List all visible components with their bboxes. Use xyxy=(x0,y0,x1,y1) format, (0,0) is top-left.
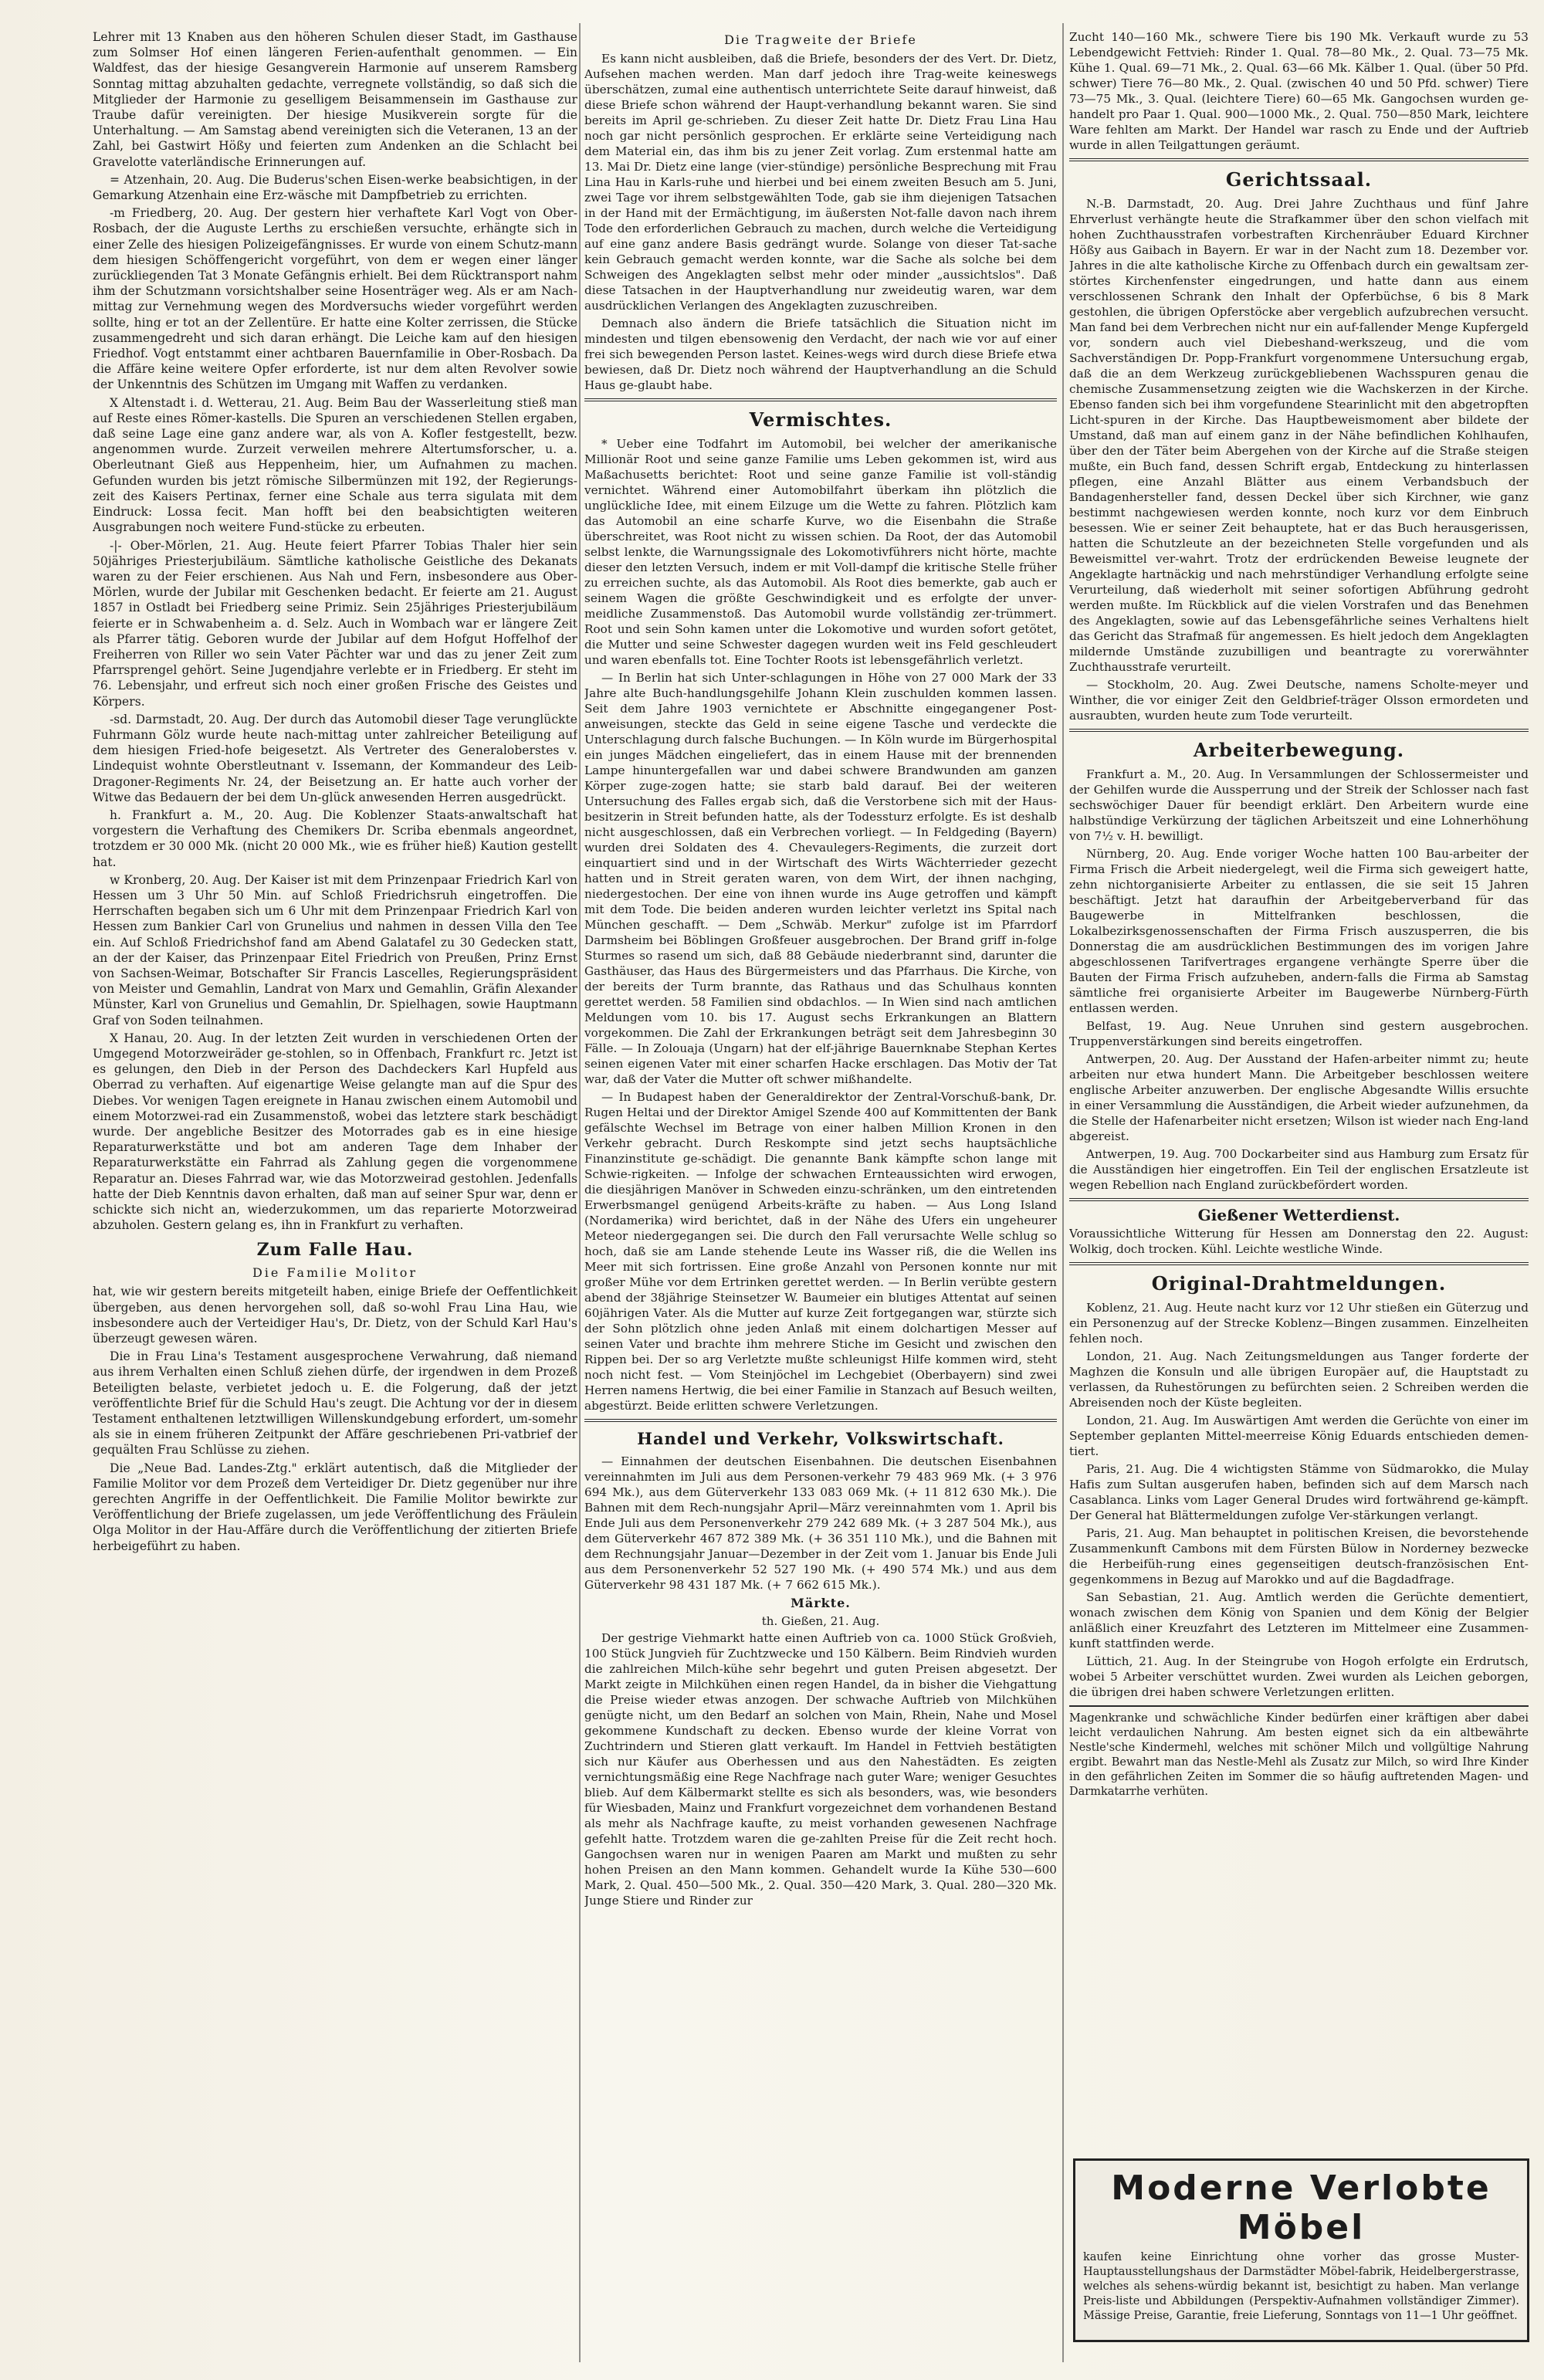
section-divider xyxy=(1069,729,1529,732)
section-heading-handel: Handel und Verkehr, Volkswirtschaft. xyxy=(637,1429,1004,1448)
article-paragraph: Nürnberg, 20. Aug. Ende voriger Woche hatten 100 Bau-arbeiter der Firma Frisch die Arbeit niedergelegt, weil die Firma sich geweigert hatte, zehn nichtorganisierte Arbeiter zu entlassen, die sie seit 15 Jahren beschäftigt. Jetzt hat daraufhin der Arbeitgeberverband für das Baugewerbe in Mittelfranken beschlossen, die Lokalbezirksgenossenschaften der Firma Frisch auszusperren, die bis Donnerstag die am ausdrücklichen Bestimmungen des im vorigen Jahre abgeschlossenen Tarifvertrages ergangene verhängte Sperre über die Bauten der Firma Frisch aufzuheben, andern-falls die Firma ab Samstag sämtliche frei organisierte Arbeiter im Baugewerbe Nürnberg-Fürth entlassen werden. xyxy=(1069,847,1529,1015)
notice-text: Magenkranke und schwächliche Kinder bedürfen einer kräftigen aber dabei leicht verdaulichen Nahrung. Am besten eignet sich da ein altbewährte Nestle'sche Kindermehl, welches mit schöner Milch und vollgültige Nahrung ergibt. Bewahrt man das Nestle-Mehl als Zusatz zur Milch, so wird Ihre Kinder in den gefährlichen Zeiten im Sommer die so häufig auftretenden Magen- und Darmkatarrhe verhüten. xyxy=(1069,1712,1529,1798)
section-heading-gerichtssaal: Gerichtssaal. xyxy=(1225,168,1373,191)
article-paragraph: N.-B. Darmstadt, 20. Aug. Drei Jahre Zuchthaus und fünf Jahre Ehrverlust verhängte heute die Strafkammer über den schon vielfach mit hohen Zuchthausstrafen vorbestraften Kirchenräuber Eduard Kirchner Hößy aus Gaibach in Bayern. Er war in der Nacht zum 18. Dezember vor. Jahres in die alte katholische Kirche zu Offenbach durch ein gewaltsam zer-störtes Kirchenfenster eingedrungen, und hatte dann aus einem verschlossenen Schrank den Inhalt der Opferbüchse, 6 bis 8 Mark gestohlen, die übrigen Opferstöcke aber vergeblich aufzubrechen versucht. Man fand bei dem Verbrechen nicht nur ein auf-fallender Menge Kupfergeld vor, sondern auch viel Diebeshand-werkszeug, und die vom Sachverständigen Dr. Popp-Frankfurt vorgenommene Untersuchung ergab, daß die an dem Werkzeug zurückgebliebenen Wachsspuren genau die chemische Zusammensetzung zeigten wie die Wachskerzen in der Kirche. Ebenso fanden sich bei ihm vorgefundene Stearinlicht mit den abgetropften Licht-spuren in der Kirche. Das Hauptbeweismoment aber bildete der Umstand, daß man auf einem ganz in der Nähe befindlichen Kohlhaufen, über den der Täter beim Abergehen von der Kirche auf die Straße steigen mußte, ein Buch fand, dessen Schrift ergab, Entdeckung zu hinterlassen pflegen, eine Anzahl Blätter aus einem Verbandsbuch der Bandagenhersteller fand, dessen Deckel über sich Kirchner, wie ganz bestimmt nachgewiesen werden konnte, noch kurz vor dem Einbruch besessen. Wie er seiner Zeit behauptete, hat er das Buch herausgerissen, hatten die Schutzleute an der bezeichneten Stelle vorgefunden und als Beweismittel ver-wahrt. Trotz der erdrückenden Beweise leugnete der Angeklagte hartnäckig und nach mehrstündiger Verhandlung erfolgte seine Verurteilung, daß wiederholt mit seiner sofortigen Abführung gedroht werden mußte. Im Rückblick auf die vielen Vorstrafen und das Benehmen des Angeklagten, sowie auf das Lebensgefährliche seines Verhaltens hielt das Gericht das Strafmaß für angemessen. Es hielt jedoch dem Angeklagten mildernde Umstände zuzubilligen und beantragte zu vorerwähnter Zuchthausstrafe verurteilt. xyxy=(1069,197,1529,674)
article-paragraph: = Atzenhain, 20. Aug. Die Buderus'schen Eisen-werke beabsichtigen, in der Gemarkung Atzenhain eine Erz-wäsche mit Dampfbetrieb zu errichten. xyxy=(93,172,577,203)
article-paragraph: Antwerpen, 20. Aug. Der Ausstand der Hafen-arbeiter nimmt zu; heute arbeiten nur etwa hundert Mann. Die Arbeitgeber beschlossen weitere englische Arbeiter anzuwerben. Der englische Abgesandte Willis ersuchte in einer Versammlung die Ausständigen, die Arbeit wieder aufzunehmen, da die Stelle der Hafenarbeiter nicht ersetzen; Wilson ist wieder nach Eng-land abgereist. xyxy=(1069,1052,1529,1143)
column-rule xyxy=(579,23,581,2362)
section-divider xyxy=(584,1419,1057,1422)
weather-heading: Gießener Wetterdienst. xyxy=(1197,1206,1400,1224)
dateline: th. Gießen, 21. Aug. xyxy=(761,1614,880,1628)
column-left xyxy=(93,29,577,2338)
section-subheading: Die Familie Molitor xyxy=(252,1265,418,1281)
article-paragraph: Es kann nicht ausbleiben, daß die Briefe, besonders der des Vert. Dr. Dietz, Aufsehen machen werden. Man darf jedoch ihre Trag-weite keineswegs überschätzen, zumal eine authentisch unterrichtete Seite darauf hinweist, daß diese Briefe schon während der Haupt-verhandlung bekannt waren. Sie sind bereits im April ge-schrieben. Zu dieser Zeit hatte Dr. Dietz Frau Lina Hau noch gar nicht persönlich gesprochen. Er erklärte seine Verteidigung nach dem Material ein, das ihm bis zu jener Zeit vorlag. Zum erstenmal hatte am 13. Mai Dr. Dietz eine lange (vier-stündige) persönliche Besprechung mit Frau Lina Hau in Karls-ruhe und hierbei und bei einem zweiten Besuch am 5. Juni, zwei Tage vor ihrem selbstgewählten Tode, gab sie ihm diejenigen Tatsachen in der Hand mit der Ermächtigung, im äußersten Not-falle davon nach ihrem Tode den erforderlichen Gebrauch zu machen, durch welche die Verteidigung auf eine ganz andere Basis gedrängt wurde. Solange von dieser Tat-sache kein Gebrauch gemacht werden konnte, war die Sache als solche bei dem Schweigen des Angeklagten selbst mehr oder minder „aussichtslos". Daß diese Tatsachen in der Hauptverhandlung nur zweideutig waren, war dem ausdrücklichen Verlangen des Angeklagten zuzuschreiben. xyxy=(584,52,1057,313)
advertisement-body: kaufen keine Einrichtung ohne vorher das grosse Muster-Hauptausstellungshaus der Darmstädter Möbel-fabrik, Heidelbergerstrasse, welches als sehens-würdig bekannt ist, besichtigt zu haben. Man verlange Preis-liste und Abbildungen (Perspektiv-Aufnahmen vollständiger Zimmer). Mässige Preise, Garantie, freie Lieferung, Sonntags von 11—1 Uhr geöffnet. xyxy=(1083,2251,1519,2322)
article-paragraph: w Kronberg, 20. Aug. Der Kaiser ist mit dem Prinzenpaar Friedrich Karl von Hessen um 3 Uhr 50 Min. auf Schloß Friedrichsruh eingetroffen. Die Herrschaften begaben sich um 6 Uhr mit dem Prinzenpaar Friedrich Karl von Hessen zum Bankier Carl von Grunelius und nahmen in dessen Villa den Tee ein. Auf Schloß Friedrichshof fand am Abend Galatafel zu 30 Gedecken statt, an der der Kaiser, das Prinzenpaar Eitel Friedrich von Preußen, Prinz Ernst von Sachsen-Weimar, Botschafter Sir Francis Lascelles, Regierungspräsident von Meister und Gemahlin, Landrat von Marx und Gemahlin, Gräfin Alexander Münster, Karl von Grunelius und Gemahlin, Dr. Spielhagen, sowie Hauptmann Graf von Soden teilnahmen. xyxy=(93,872,577,1027)
column-middle xyxy=(584,29,1057,2345)
article-paragraph: -|- Ober-Mörlen, 21. Aug. Heute feiert Pfarrer Tobias Thaler hier sein 50jähriges Priesterjubiläum. Sämtliche katholische Geistliche des Dekanats waren zu der Feier erschienen. Aus Nah und Fern, insbesondere aus Ober-Mörlen, wurde der Jubilar mit Geschenken bedacht. Er feierte am 21. August 1857 in Ostladt bei Friedberg seine Primiz. Sein 25jähriges Priesterjubiläum feierte er in Schwabenheim a. d. Selz. Auch in Wombach war er längere Zeit als Pfarrer tätig. Geboren wurde der Jubilar auf dem Hofgut Hoffelhof der Freiherren von Riller wo sein Vater Pächter war und das zu jener Zeit zum Pfarrsprengel gehört. Seine Jugendjahre verlebte er in Friedberg. Er steht im 76. Lebensjahr, und erfreut sich noch einer großen Frische des Geistes und Körpers. xyxy=(93,538,577,709)
article-paragraph: London, 21. Aug. Im Auswärtigen Amt werden die Gerüchte von einer im September geplanten Mittel-meerreise König Eduards entschieden demen-tiert. xyxy=(1069,1413,1529,1458)
article-paragraph: Demnach also ändern die Briefe tatsächlich die Situation nicht im mindesten und tilgen ebensowenig den Verdacht, der nach wie vor auf einer frei sich bewegenden Person lastet. Keines-wegs wird durch diese Briefe etwa bewiesen, daß Dr. Dietz noch während der Hauptverhandlung an die Schuld Haus ge-glaubt habe. xyxy=(584,317,1057,392)
article-paragraph: — Stockholm, 20. Aug. Zwei Deutsche, namens Scholte-meyer und Winther, die vor einiger Zeit den Geldbrief-träger Olsson ermordeten und ausraubten, wurden heute zum Tode verurteilt. xyxy=(1069,678,1529,723)
section-divider xyxy=(1069,1705,1529,1707)
weather-forecast: Voraussichtliche Witterung für Hessen am Donnerstag den 22. August: Wolkig, doch trocken. Kühl. Leichte westliche Winde. xyxy=(1069,1227,1529,1256)
article-paragraph: h. Frankfurt a. M., 20. Aug. Die Koblenzer Staats-anwaltschaft hat vorgestern die Verhaftung des Chemikers Dr. Scriba ebenmals angeordnet, trotzdem er 30 000 Mk. (nicht 20 000 Mk., wie es früher hieß) Kaution gestellt hat. xyxy=(93,807,577,869)
article-paragraph: San Sebastian, 21. Aug. Amtlich werden die Gerüchte dementiert, wonach zwischen dem König von Spanien und dem König der Belgier anläßlich einer Kreuzfahrt des Letzteren im Mittelmeer eine Zusammen-kunft stattfinden werde. xyxy=(1069,1590,1529,1650)
section-heading-vermischtes: Vermischtes. xyxy=(749,408,892,431)
article-paragraph: — In Berlin hat sich Unter-schlagungen in Höhe von 27 000 Mark der 33 Jahre alte Buch-handlungsgehilfe Johann Klein zuschulden kommen lassen. Seit dem Jahre 1903 vernichtete er Abschnitte eingegangener Post-anweisungen, steckte das Geld in seine eigene Tasche und verdeckte die Unterschlagung durch falsche Buchungen. — In Köln wurde im Bürgerhospital ein junges Mädchen eingeliefert, das in einem Hause mit der brennenden Lampe hinuntergefallen war und dabei schwere Brandwunden am ganzen Körper zuge-zogen hatte; sie starb bald darauf. Bei der weiteren Untersuchung des Falles ergab sich, daß die Verstorbene sich mit der Haus-besitzerin in Streit befunden hatte, als der Todessturz erfolgte. Es ist deshalb nicht ausgeschlossen, daß ein Verbrechen vorliegt. — In Feldgeding (Bayern) wurden drei Soldaten des 4. Chevaulegers-Regiments, die zurzeit dort einquartiert sind und in der Wirtschaft des Wirts Wächterrieder gezecht hatten und in Streit geraten waren, von dem Wirt, der ihnen nachging, niedergestochen. Der eine von ihnen wurde ins Auge getroffen und kämpft mit dem Tode. Die beiden anderen wurden leichter verletzt ins Spital nach München geschafft. — Dem „Schwäb. Merkur" zufolge ist im Pfarrdorf Darmsheim bei Böblingen Großfeuer ausgebrochen. Der Brand griff in-folge Sturmes so rasend um sich, daß 88 Gebäude niederbrannt sind, darunter die Gasthäuser, das Haus des Bürgermeisters und das Pfarrhaus. Die Kirche, von der bereits der Turm brannte, das Rathaus und das Schulhaus konnten gerettet werden. 58 Familien sind obdachlos. — In Wien sind nach amtlichen Meldungen vom 10. bis 17. August sechs Erkrankungen an Blattern vorgekommen. Die Zahl der Erkrankungen beträgt seit dem Jahresbeginn 30 Fälle. — In Zolouaja (Ungarn) hat der elf-jährige Bauernknabe Stephan Kertes seinen eigenen Vater mit einer scharfen Hacke erschlagen. Das Motiv der Tat war, daß der Vater die Mutter oft schwer mißhandelte. xyxy=(584,671,1057,1086)
article-paragraph: Paris, 21. Aug. Die 4 wichtigsten Stämme von Südmarokko, die Mulay Hafis zum Sultan ausgerufen haben, befinden sich auf dem Marsch nach Casablanca. Links vom Lager General Drudes wird fortwährend ge-kämpft. Der General hat Blättermeldungen zufolge Ver-stärkungen verlangt. xyxy=(1069,1462,1529,1522)
article-paragraph: X Altenstadt i. d. Wetterau, 21. Aug. Beim Bau der Wasserleitung stieß man auf Reste eines Römer-kastells. Die Spuren an verschiedenen Stellen ergaben, daß seine Lage eine ganz andere war, als von A. Kofler festgestellt, bezw. angenommen wurde. Zurzeit verweilen mehrere Altertumsforscher, u. a. Oberleutnant Gieß aus Heppenheim, hier, um Aufnahmen zu machen. Gefunden wurden bis jetzt römische Silbermünzen mit 192, der Regierungs-zeit des Kaisers Pertinax, ferner eine Schale aus terra sigulata mit dem Eindruck: Lossa fecit. Man hofft bei den beabsichtigten weiteren Ausgrabungen noch weitere Fund-stücke zu erbeuten. xyxy=(93,395,577,535)
article-paragraph: -sd. Darmstadt, 20. Aug. Der durch das Automobil dieser Tage verunglückte Fuhrmann Gölz wurde heute nach-mittag unter zahlreicher Beteiligung auf dem hiesigen Fried-hofe beigesetzt. Als Vertreter des Generaloberstes v. Lindequist wohnte Oberstleutnant v. Issemann, der Kommandeur des Leib-Dragoner-Regiments Nr. 24, der Beisetzung an. Er hatte auch vorher der Witwe das Bedauern der bei dem Un-glück anwesenden Herren ausgedrückt. xyxy=(93,712,577,804)
article-paragraph: * Ueber eine Todfahrt im Automobil, bei welcher der amerikanische Millionär Root und seine ganze Familie ums Leben gekommen ist, wird aus Maßachusetts berichtet: Root und seine ganze Familie ist voll-ständig vernichtet. Während einer Automobilfahrt überkam ihn plötzlich die unglückliche Idee, mit einem Eilzuge um die Wette zu fahren. Plötzlich kam das Automobil an eine scharfe Kurve, wo die Eisenbahn die Straße überschreitet, was Root nicht zu wissen schien. Da Root, der das Automobil selbst lenkte, die Warnungssignale des Lokomotivführers nicht hörte, machte dieser den letzten Versuch, indem er mit Voll-dampf die kritische Stelle früher zu erreichen suchte, als das Automobil. Als Root dies bemerkte, gab auch er seinem Wagen die größte Geschwindigkeit und es erfolgte der unver-meidliche Zusammenstoß. Das Automobil wurde vollständig zer-trümmert. Root und sein Sohn kamen unter die Lokomotive und wurden sofort getötet, die Mutter und seine Schwester dagegen wurden weit ins Feld geschleudert und waren ebenfalls tot. Eine Tochter Roots ist lebensgefährlich verletzt. xyxy=(584,437,1057,667)
article-paragraph: Lüttich, 21. Aug. In der Steingrube von Hogoh erfolgte ein Erdrutsch, wobei 5 Arbeiter verschüttet wurden. Zwei wurden als Leichen geborgen, die übrigen drei haben schwere Verletzungen erlitten. xyxy=(1069,1654,1529,1699)
section-heading-drahtmeldungen: Original-Drahtmeldungen. xyxy=(1151,1272,1447,1295)
section-subheading: Märkte. xyxy=(791,1596,851,1610)
article-paragraph: — Einnahmen der deutschen Eisenbahnen. Die deutschen Eisenbahnen vereinnahmten im Juli aus dem Personen-verkehr 79 483 969 Mk. (+ 3 976 694 Mk.), aus dem Güterverkehr 133 083 069 Mk. (+ 11 812 630 Mk.). Die Bahnen mit dem Rech-nungsjahr April—März vereinnahmten vom 1. April bis Ende Juli aus dem Personenverkehr 279 242 689 Mk. (+ 3 287 504 Mk.), aus dem Güterverkehr 467 872 389 Mk. (+ 36 351 110 Mk.), und die Bahnen mit dem Rechnungsjahr Januar—Dezember in der Zeit vom 1. Januar bis Ende Juli aus dem Personenverkehr 52 527 190 Mk. (+ 490 574 Mk.) und aus dem Güterverkehr 98 431 187 Mk. (+ 7 662 615 Mk.). xyxy=(584,1454,1057,1592)
section-heading-hau: Zum Falle Hau. xyxy=(256,1240,414,1261)
article-paragraph: hat, wie wir gestern bereits mitgeteilt haben, einige Briefe der Oeffentlichkeit übergeben, aus denen hervorgehen soll, daß so-wohl Frau Lina Hau, wie insbesondere auch der Verteidiger Hau's, Dr. Dietz, von der Schuld Karl Hau's überzeugt gewesen wären. xyxy=(93,1285,577,1346)
section-divider xyxy=(584,398,1057,401)
article-paragraph: Lehrer mit 13 Knaben aus den höheren Schulen dieser Stadt, im Gasthause zum Solmser Hof einen längeren Ferien-aufenthalt genommen. — Ein Waldfest, das der hiesige Gesangverein Harmonie auf unserem Ramsberg Sonntag mittag abzuhalten gedachte, verregnete vollständig, so daß sich die Mitglieder der Harmonie zu geselligem Beisammensein im Gasthause zur Traube dafür vereinigten. Der hiesige Musikverein sorgte für die Unterhaltung. — Am Samstag abend vereinigten sich die Veteranen, 13 an der Zahl, bei Gastwirt Hößy und feierten zum Andenken an die Schlacht bei Gravelotte vaterländische Erinnerungen auf. xyxy=(93,30,577,169)
article-paragraph: X Hanau, 20. Aug. In der letzten Zeit wurden in verschiedenen Orten der Umgegend Motorzweiräder ge-stohlen, so in Offenbach, Frankfurt rc. Jetzt ist es gelungen, den Dieb in der Person des Dachdeckers Karl Hupfeld aus Oberrad zu verhaften. Auf eigenartige Weise gelangte man auf die Spur des Diebes. Vor wenigen Tagen ereignete in Hanau zwischen einem Automobil und einem Motorzwei-rad ein Zusammenstoß, wobei das letztere stark beschädigt wurde. Der angebliche Besitzer des Motorrades gab es in eine hiesige Reparaturwerkstätte und bot am anderen Tage dem Inhaber der Reparaturwerkstätte ein Fahrrad als Zahlung gegen die vorgenommene Reparatur an. Dieses Fahrrad war, wie das Motorzweirad gestohlen. Jedenfalls hatte der Dieb Kenntnis davon erhalten, daß man auf seiner Spur war, denn er schickte sich nicht an, wiederzukommen, um das reparierte Motorzweirad abzuholen. Gestern gelang es, ihn in Frankfurt zu verhaften. xyxy=(93,1031,577,1233)
column-rule xyxy=(1062,23,1064,2362)
article-paragraph: Der gestrige Viehmarkt hatte einen Auftrieb von ca. 1000 Stück Großvieh, 100 Stück Jungvieh für Zuchtzwecke und 150 Kälbern. Beim Rindvieh wurden die zahlreichen Milch-kühe sehr begehrt und guten Preisen abgesetzt. Der Markt zeigte in Milchkühen einen regen Handel, da in bisher die Viehgattung die Preise wieder etwas anzogen. Der schwache Auftrieb von Milchkühen genügte nicht, um den Bedarf an solchen von Main, Rhein, Nahe und Mosel gekommene Kundschaft zu decken. Ebenso wurde der kleine Vorrat von Zuchtrindern und Stieren glatt verkauft. Im Handel in Fettvieh bestätigten sich nur Käufer aus Oberhessen und aus den Nahestädten. Es zeigten vernichtungsmäßig eine Rege Nachfrage nach guter Ware; weniger Gesuchtes blieb. Auf dem Kälbermarkt stellte es sich als besonders, was, wie besonders für Wiesbaden, Mainz und Frankfurt vorgezeichnet dem vorhandenen Bestand als mehr als Nachfrage kaufte, zu meist vorhanden gewesenen Nachfrage gefehlt hatte. Trotzdem waren die ge-zahlten Preise für die Zeit recht hoch. Gangochsen waren nur in wenigen Paaren am Markt und mußten zu sehr hohen Preisen an den Mann kommen. Gehandelt wurde Ia Kühe 530—600 Mark, 2. Qual. 450—500 Mk., 2. Qual. 350—420 Mark, 3. Qual. 280—320 Mk. Junge Stiere und Rinder zur xyxy=(584,1631,1057,1908)
article-paragraph: London, 21. Aug. Nach Zeitungsmeldungen aus Tanger forderte der Maghzen die Konsuln und alle übrigen Europäer auf, die Hauptstadt zu verlassen, da Ruhestörungen zu befürchten seien. 2 Schreiben werden die Abreisenden noch der Küste begleiten. xyxy=(1069,1349,1529,1410)
article-paragraph: Die in Frau Lina's Testament ausgesprochene Verwahrung, daß niemand aus ihrem Verhalten einen Schluß ziehen dürfe, der irgendwen in dem Prozeß Beteiligten belaste, verbietet jedoch u. E. die Folgerung, daß der jetzt veröffentlichte Brief für die Schuld Hau's zeugt. Die Achtung vor der in diesem Testament enthaltenen letztwilligen Willenskundgebung erfordert, um-somehr als sie in einem früheren Zeitpunkt der Affäre geschriebenen Pri-vatbrief der gequälten Frau Schlüsse zu ziehen. xyxy=(93,1349,577,1457)
article-paragraph: Die „Neue Bad. Landes-Ztg." erklärt autentisch, daß die Mitglieder der Familie Molitor vor dem Prozeß dem Verteidiger Dr. Dietz gegenüber nur ihre gerechten Angriffe in der Oeffentlichkeit. Die Familie Molitor bewirkte zur Veröffentlichung der Briefe zugelassen, um jede Veröffentlichung des Fräulein Olga Molitor in der Hau-Affäre durch die Veröffentlichung der zitierten Briefe herbeigeführt zu haben. xyxy=(93,1461,577,1553)
section-divider xyxy=(1069,1262,1529,1265)
advertisement-box xyxy=(1073,2158,1529,2342)
article-paragraph: Koblenz, 21. Aug. Heute nacht kurz vor 12 Uhr stießen ein Güterzug und ein Personenzug auf der Strecke Koblenz—Bingen zusammen. Einzelheiten fehlen noch. xyxy=(1069,1301,1529,1346)
article-paragraph: — In Budapest haben der Generaldirektor der Zentral-Vorschuß-bank, Dr. Rugen Heltai und der Direktor Amigel Szende 400 auf Kommittenten der Bank gefälschte Wechsel im Betrage von einer halben Million Kronen in den Verkehr gebracht. Durch Reskompte sind jetzt sechs hauptsächliche Finanzinstitute ge-schädigt. Die genannte Bank kämpfte schon lange mit Schwie-rigkeiten. — Infolge der schwachen Ernteaussichten wird erwogen, die diesjährigen Manöver in Schweden einzu-schränken, um den eintretenden Erwerbsmangel genügend Arbeits-kräfte zu haben. — Aus Long Island (Nordamerika) wird berichtet, daß in der Nähe des Ufers ein ungeheurer Meteor niedergegangen sei. Die durch den Fall verursachte Welle schlug so hoch, daß sie am Lande stehende Leute ins Wasser riß, die die Wellen ins Meer mit sich fortrissen. Eine große Anzahl von Personen konnte nur mit großer Mühe vor dem Ertrinken gerettet werden. — In Berlin verübte gestern abend der 38jährige Steinsetzer W. Baumeier ein blutiges Attentat auf seinen 60jährigen Vater. Als die Mutter auf kurze Zeit fortgegangen war, stürzte sich der Sohn plötzlich ohne jeden Anlaß mit einem dolchartigen Messer auf seinen Vater und brachte ihm mehrere Stiche im Gesicht und zwischen den Rippen bei. Der so arg Verletzte mußte schleunigst Hilfe kommen wird, steht noch nicht fest. — Vom Steinjöchel im Lechgebiet (Oberbayern) sind zwei Herren namens Hertwig, die bei einer Familie in Stanzach auf Besuch weilten, abgestürzt. Beide erlitten schwere Verletzungen. xyxy=(584,1090,1057,1413)
advertisement-title: Moderne Verlobte Möbel xyxy=(1111,2168,1492,2247)
article-paragraph: Frankfurt a. M., 20. Aug. In Versammlungen der Schlossermeister und der Gehilfen wurde die Aussperrung und der Streik der Schlosser nach fast sechswöchiger Dauer für beendigt erklärt. Den Arbeitern wurde eine halbstündige Verkürzung der täglichen Arbeitszeit und eine Lohnerhöhung von 7½ v. H. bewilligt. xyxy=(1069,767,1529,843)
article-paragraph: -m Friedberg, 20. Aug. Der gestern hier verhaftete Karl Vogt von Ober-Rosbach, der die Auguste Lerths zu erschießen versuchte, erhängte sich in einer Zelle des hiesigen Polizeigefängnisses. Er wurde von einem Schutz-mann dem hiesigen Schöffengericht vorgeführt, von dem er wegen einer länger zurückliegenden Tat 3 Monate Gefängnis erhielt. Bei dem Rücktransport nahm ihm der Schutzmann vorsichtshalber seine Hosenträger weg. Als er am Nach-mittag zur Vernehmung wegen des Mordversuchs wieder vorgeführt werden sollte, hing er tot an der Zellentüre. Er hatte eine Kolter zerrissen, die Stücke zusammengedreht und sich daran erhängt. Die Leiche kam auf den hiesigen Friedhof. Vogt entstammt einer achtbaren Bauernfamilie in Ober-Rosbach. Da die Affäre keine weitere Opfer erforderte, ist nur dem alten Revolver sowie der Unkenntnis des Schützen im Umgang mit Waffen zu verdanken. xyxy=(93,206,577,392)
section-divider xyxy=(1069,158,1529,161)
section-heading-arbeiterbewegung: Arbeiterbewegung. xyxy=(1193,739,1405,761)
section-divider xyxy=(1069,1198,1529,1201)
article-paragraph: Zucht 140—160 Mk., schwere Tiere bis 190 Mk. Verkauft wurde zu 53 Lebendgewicht Fettvieh: Rinder 1. Qual. 78—80 Mk., 2. Qual. 73—75 Mk. Kühe 1. Qual. 69—71 Mk., 2. Qual. 63—66 Mk. Kälber 1. Qual. (über 50 Pfd. schwer) Tiere 76—80 Mk., 2. Qual. (zwischen 40 und 50 Pfd. schwer) Tiere 73—75 Mk., 3. Qual. (leichtere Tiere) 60—65 Mk. Gangochsen wurden ge-handelt pro Paar 1. Qual. 900—1000 Mk., 2. Qual. 750—850 Mark, leichtere Ware fehlten am Markt. Der Handel war rasch zu Ende und der Auftrieb wurde in allen Teilgattungen geräumt. xyxy=(1069,30,1529,152)
section-subheading: Die Tragweite der Briefe xyxy=(724,32,917,47)
article-paragraph: Belfast, 19. Aug. Neue Unruhen sind gestern ausgebrochen. Truppenverstärkungen sind bereits eingetroffen. xyxy=(1069,1019,1529,1048)
article-paragraph: Antwerpen, 19. Aug. 700 Dockarbeiter sind aus Hamburg zum Ersatz für die Ausständigen hier eingetroffen. Ein Teil der englischen Ersatzleute ist wegen Rebellion nach England zurückbefördert worden. xyxy=(1069,1147,1529,1192)
article-paragraph: Paris, 21. Aug. Man behauptet in politischen Kreisen, die bevorstehende Zusammenkunft Cambons mit dem Fürsten Bülow in Norderney bezwecke die Herbeifüh-rung eines gegenseitigen deutsch-französischen Ent-gegenkommens in Bezug auf Marokko und auf die Bagdadfrage. xyxy=(1069,1526,1529,1586)
column-right xyxy=(1069,29,1529,2361)
